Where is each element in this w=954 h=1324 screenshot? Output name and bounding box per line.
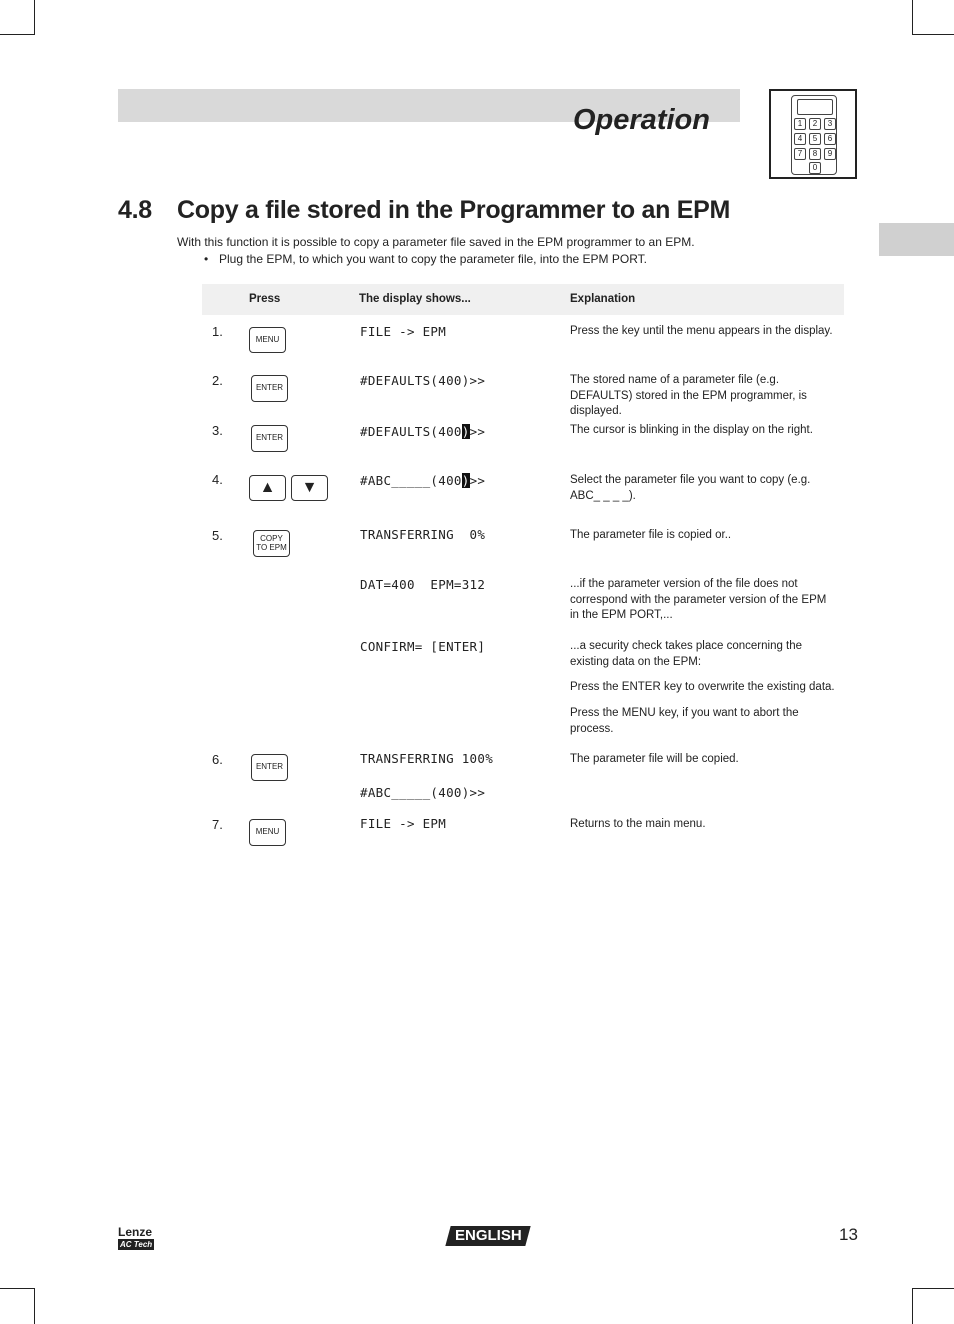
language-label: ENGLISH [454,1227,522,1244]
explanation-text: ...if the parameter version of the file does not correspond with the parameter version of the EPM in the EPM PORT,... [570,578,827,621]
step-number: 7. [212,817,223,832]
keypad-key: 6 [824,133,836,145]
actech-logo-text: AC Tech [120,1240,153,1249]
keypad-key: 3 [824,118,836,130]
crop-mark [0,34,35,35]
explanation-text: Press the key until the menu appears in the display. [570,325,833,337]
display-text-pre: #ABC_____(400 [360,473,462,488]
keypad-key: 9 [824,148,836,160]
step-number: 1. [212,324,223,339]
intro-text: With this function it is possible to copy a parameter file saved in the EPM programmer to an EPM. [177,235,695,249]
crop-mark [912,34,954,35]
step-number: 3. [212,423,223,438]
display-text-post: >> [469,473,486,488]
explanation-text: The parameter file is copied or.. [570,529,732,541]
keypad-icon [791,95,837,175]
crop-mark [912,1288,954,1289]
explanation-text: The cursor is blinking in the display on the right. [570,424,813,436]
display-text: CONFIRM= [ENTER] [360,639,486,654]
display-text-post: >> [469,424,486,439]
bullet-text: Plug the EPM, to which you want to copy the parameter file, into the EPM PORT. [219,252,647,266]
step-number: 6. [212,752,223,767]
keypad-key: 8 [809,148,821,160]
keypad-key: 5 [809,133,821,145]
section-number: 4.8 [118,196,152,224]
explanation-text: Returns to the main menu. [570,818,706,830]
display-text [360,473,485,488]
display-text: FILE -> EPM [360,816,447,831]
keypad-key: 2 [809,118,821,130]
column-header-press: Press [249,293,281,305]
section-title-text: Copy a file stored in the Programmer to an EPM [177,196,730,224]
explanation-text: The parameter file will be copied. [570,753,739,765]
down-arrow-key: ▼ [291,475,328,501]
display-text: #DEFAULTS(400)>> [360,373,486,388]
display-text: TRANSFERRING 100% [360,751,494,766]
display-text [360,424,485,439]
enter-key: ENTER [251,425,288,452]
explanation-text: ...a security check takes place concerning the existing data on the EPM: [570,640,803,668]
crop-mark [912,0,913,35]
crop-mark [34,0,35,35]
blinking-cursor: ) [461,424,470,439]
section-title [118,196,730,225]
table-header-bar [202,284,844,315]
explanation-text: Press the MENU key, if you want to abort the process. [570,707,799,735]
keypad-key: 4 [794,133,806,145]
display-text: #ABC_____(400)>> [360,785,486,800]
step-number: 4. [212,472,223,487]
copy-to-epm-key [253,530,290,557]
up-arrow-key: ▲ [249,475,286,501]
keypad-key: 1 [794,118,806,130]
page-number: 13 [839,1225,858,1244]
display-text-pre: #DEFAULTS(400 [360,424,462,439]
display-text: FILE -> EPM [360,324,447,339]
keypad-key: 7 [794,148,806,160]
enter-key: ENTER [251,754,288,781]
column-header-explanation: Explanation [570,293,636,305]
keypad-key: 0 [809,162,821,174]
side-tab-marker [879,223,954,256]
keypad-icon-box [769,89,857,179]
lenze-logo [118,1227,154,1250]
enter-key: ENTER [251,375,288,402]
crop-mark [912,1288,913,1324]
crop-mark [0,1288,35,1289]
menu-key: MENU [249,327,286,353]
page-header-title: Operation [573,104,710,136]
blinking-cursor: ) [461,473,470,488]
lenze-logo-text: Lenze [118,1225,153,1239]
bullet-dot: • [204,252,209,266]
step-number: 5. [212,528,223,543]
copy-to-epm-key-line2: TO EPM [256,542,287,552]
explanation-text: The stored name of a parameter file (e.g. DEFAULTS) stored in the EPM programmer, is displayed. [570,374,807,417]
crop-mark [34,1288,35,1324]
display-text: TRANSFERRING 0% [360,527,486,542]
display-text: DAT=400 EPM=312 [360,577,486,592]
bullet-item [204,252,647,266]
explanation-text: Press the ENTER key to overwrite the existing data. [570,681,835,693]
step-number: 2. [212,373,223,388]
keypad-screen [797,99,833,115]
explanation-text: Select the parameter file you want to copy (e.g. ABC_ _ _ _). [570,474,811,502]
language-badge [445,1226,530,1246]
copy-to-epm-key-line1: COPY [260,533,283,543]
menu-key: MENU [249,819,286,846]
column-header-display: The display shows... [359,293,471,305]
